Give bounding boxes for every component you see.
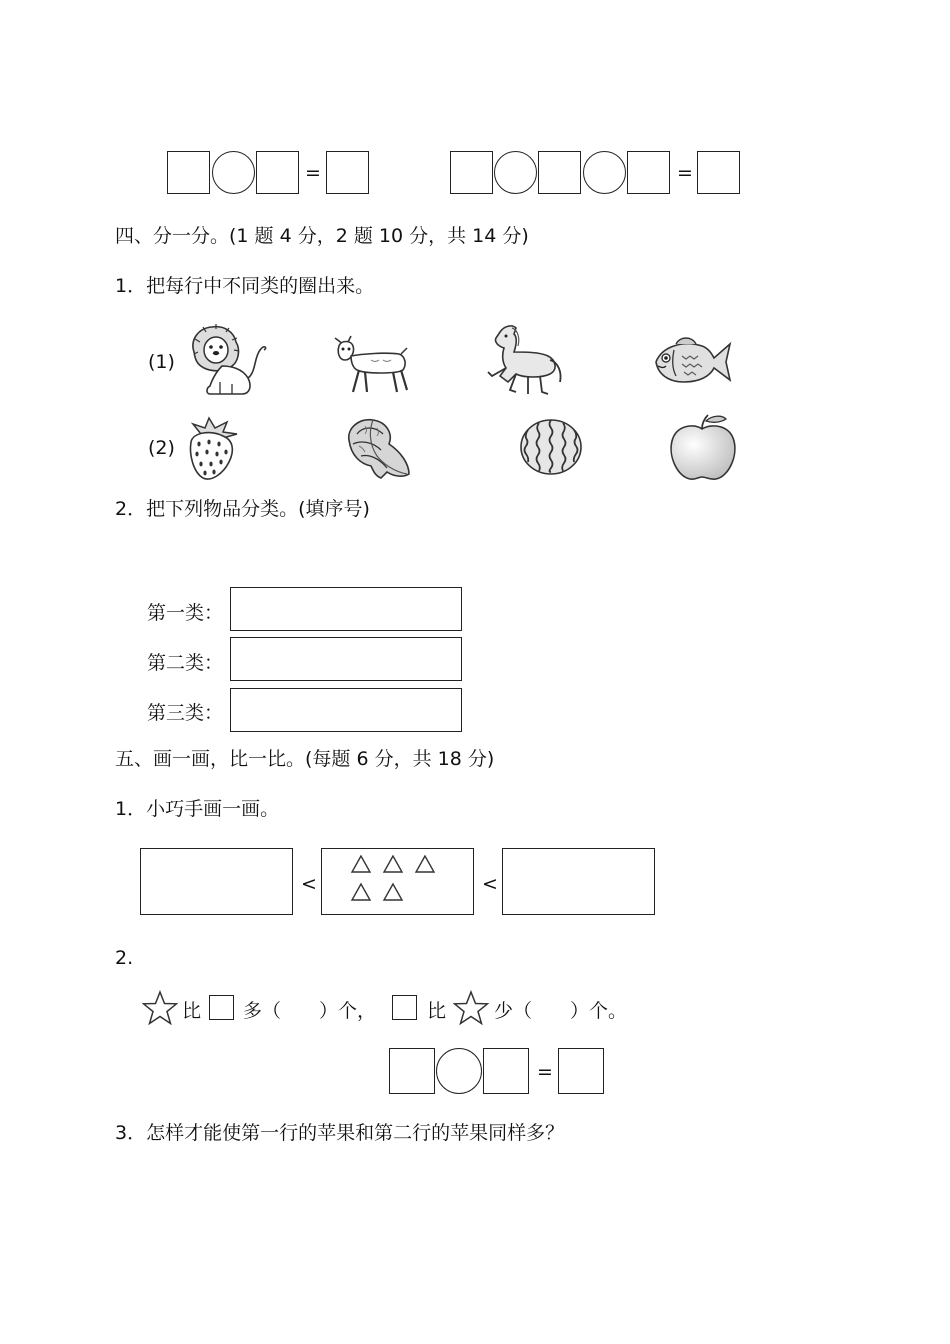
compare-text-bi: 比 (427, 1000, 447, 1022)
answer-box[interactable] (697, 151, 740, 194)
apple-icon[interactable] (666, 413, 740, 483)
row-1-label: (1) (148, 351, 175, 373)
equals-sign: = (537, 1061, 553, 1083)
answer-box[interactable] (450, 151, 493, 194)
operator-circle[interactable] (583, 151, 626, 194)
lion-icon[interactable] (186, 322, 268, 398)
section-4-heading: 四、分一分。(1 题 4 分，2 题 10 分，共 14 分) (115, 225, 529, 247)
triangle-icon (352, 856, 370, 872)
equals-sign: = (677, 162, 693, 184)
category-answer-box-3[interactable] (230, 688, 462, 732)
answer-box[interactable] (627, 151, 670, 194)
compare-text-more: 多（ ）个， (243, 1000, 377, 1022)
compare-text-bi: 比 (182, 1000, 202, 1022)
watermelon-icon[interactable] (518, 416, 584, 476)
less-than-sign: < (482, 873, 498, 895)
triangles-group (321, 848, 474, 915)
triangle-icon (384, 884, 402, 900)
less-than-sign: < (301, 873, 317, 895)
category-label-3: 第三类： (147, 702, 224, 724)
answer-box[interactable] (167, 151, 210, 194)
star-icon (453, 990, 489, 1026)
triangle-icon (352, 884, 370, 900)
draw-box-right[interactable] (502, 848, 655, 915)
section-5-heading: 五、画一画，比一比。(每题 6 分，共 18 分) (115, 748, 495, 770)
category-answer-box-1[interactable] (230, 587, 462, 631)
question-5-1: 1．小巧手画一画。 (115, 798, 280, 820)
compare-text-less: 少（ ）个。 (494, 1000, 628, 1022)
category-answer-box-2[interactable] (230, 637, 462, 681)
fish-icon[interactable] (650, 334, 734, 390)
star-icon (142, 990, 178, 1026)
answer-box[interactable] (389, 1048, 435, 1094)
square-icon (392, 995, 417, 1020)
answer-box[interactable] (256, 151, 299, 194)
operator-circle[interactable] (494, 151, 537, 194)
equals-sign: = (305, 162, 321, 184)
draw-box-left[interactable] (140, 848, 293, 915)
category-label-1: 第一类： (147, 602, 224, 624)
triangle-icon (416, 856, 434, 872)
operator-circle[interactable] (436, 1048, 482, 1094)
question-5-2: 2. (115, 947, 134, 969)
category-label-2: 第二类： (147, 652, 224, 674)
answer-box[interactable] (558, 1048, 604, 1094)
operator-circle[interactable] (212, 151, 255, 194)
goat-icon[interactable] (331, 330, 411, 396)
row-2-label: (2) (148, 437, 175, 459)
question-4-1: 1．把每行中不同类的圈出来。 (115, 275, 375, 297)
answer-box[interactable] (538, 151, 581, 194)
strawberry-icon[interactable] (183, 414, 247, 484)
square-icon (209, 995, 234, 1020)
answer-box[interactable] (326, 151, 369, 194)
answer-box[interactable] (483, 1048, 529, 1094)
triangle-icon (384, 856, 402, 872)
cabbage-icon[interactable] (343, 416, 415, 482)
horse-icon[interactable] (484, 322, 564, 398)
question-5-3: 3．怎样才能使第一行的苹果和第二行的苹果同样多？ (115, 1122, 565, 1144)
question-4-2: 2．把下列物品分类。(填序号) (115, 498, 370, 520)
